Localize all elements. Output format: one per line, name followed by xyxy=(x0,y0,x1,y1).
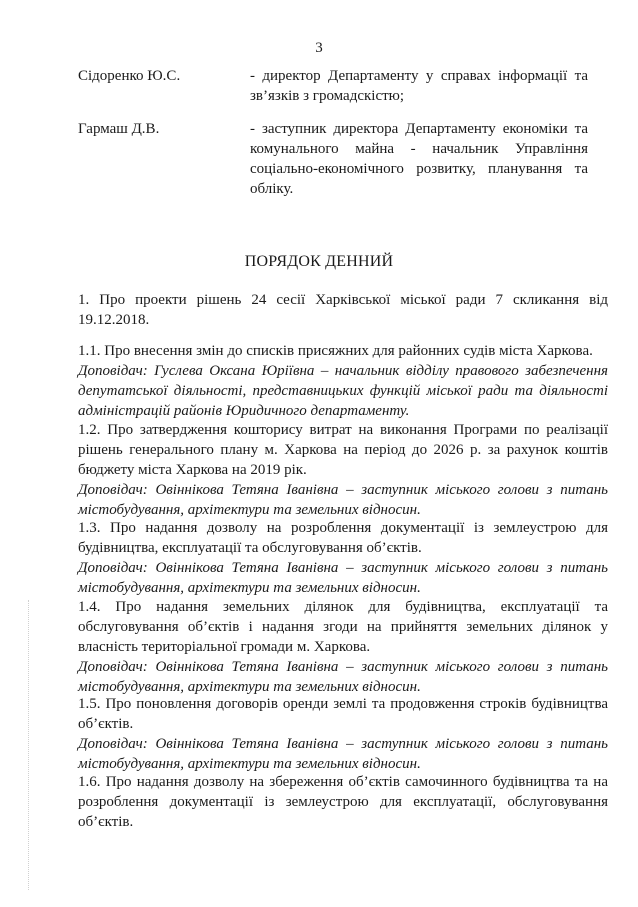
scan-margin-marks xyxy=(28,600,39,890)
agenda-item-text: 1.5. Про поновлення договорів оренди землі та продовження строків будівництва об’єктів. xyxy=(78,696,608,732)
agenda-title: ПОРЯДОК ДЕННИЙ xyxy=(244,253,394,270)
agenda-item xyxy=(78,597,608,697)
agenda-item xyxy=(78,694,608,774)
agenda-item xyxy=(78,420,608,520)
agenda-item-text: 1.2. Про затвердження кошторису витрат на виконання Програми по реалізації рішень генерального плану м. Харкова на період до 2026 р. за рахунок коштів бюджету міста Харкова на 2019 рік. xyxy=(78,422,608,478)
agenda-item-speaker: Доповідач: Овіннікова Тетяна Іванівна – заступник міського голови з питань містобудування, архітектури та земельних відносин. xyxy=(78,482,608,518)
agenda-item-text: 1.4. Про надання земельних ділянок для будівництва, експлуатації та обслуговування об’єктів і надання згоди на прийняття земельних ділянок у власність територіальної громади м. Харкова. xyxy=(78,599,608,655)
agenda-item-speaker: Доповідач: Овіннікова Тетяна Іванівна – заступник міського голови з питань містобудування, архітектури та земельних відносин. xyxy=(78,736,608,772)
participant-name: Гармаш Д.В. xyxy=(78,121,160,137)
agenda-item xyxy=(78,772,608,832)
agenda-item-text: 1.3. Про надання дозволу на розроблення документації із землеустрою для будівництва, експлуатації та обслуговування об’єктів. xyxy=(78,520,608,556)
agenda-item xyxy=(78,341,608,421)
page-number: 3 xyxy=(315,40,323,56)
agenda-item-speaker: Доповідач: Овіннікова Тетяна Іванівна – заступник міського голови з питань містобудування, архітектури та земельних відносин. xyxy=(78,659,608,695)
agenda-item-text: 1.1. Про внесення змін до списків присяжних для районних судів міста Харкова. xyxy=(78,343,593,359)
agenda-intro: 1. Про проекти рішень 24 сесії Харківської міської ради 7 скликання від 19.12.2018. xyxy=(78,292,608,328)
agenda-item-speaker: Доповідач: Овіннікова Тетяна Іванівна – заступник міського голови з питань містобудування, архітектури та земельних відносин. xyxy=(78,560,608,596)
participant-role: - директор Департаменту у справах інформації та зв’язків з громадскістю; xyxy=(250,68,588,104)
agenda-item xyxy=(78,518,608,598)
agenda-item-speaker: Доповідач: Гуслева Оксана Юріївна – начальник відділу правового забезпечення депутатської діяльності, представницьких функцій міської ради та діяльності адміністрацій районів Юридичного департаменту. xyxy=(78,363,608,419)
participant-role: - заступник директора Департаменту економіки та комунального майна - начальник Управління соціально-економічного розвитку, планування та обліку. xyxy=(250,121,588,197)
agenda-item-text: 1.6. Про надання дозволу на збереження об’єктів самочинного будівництва та на розроблення документації із землеустрою для експлуатації, обслуговування об’єктів. xyxy=(78,774,608,830)
participant-name: Сідоренко Ю.С. xyxy=(78,68,181,84)
